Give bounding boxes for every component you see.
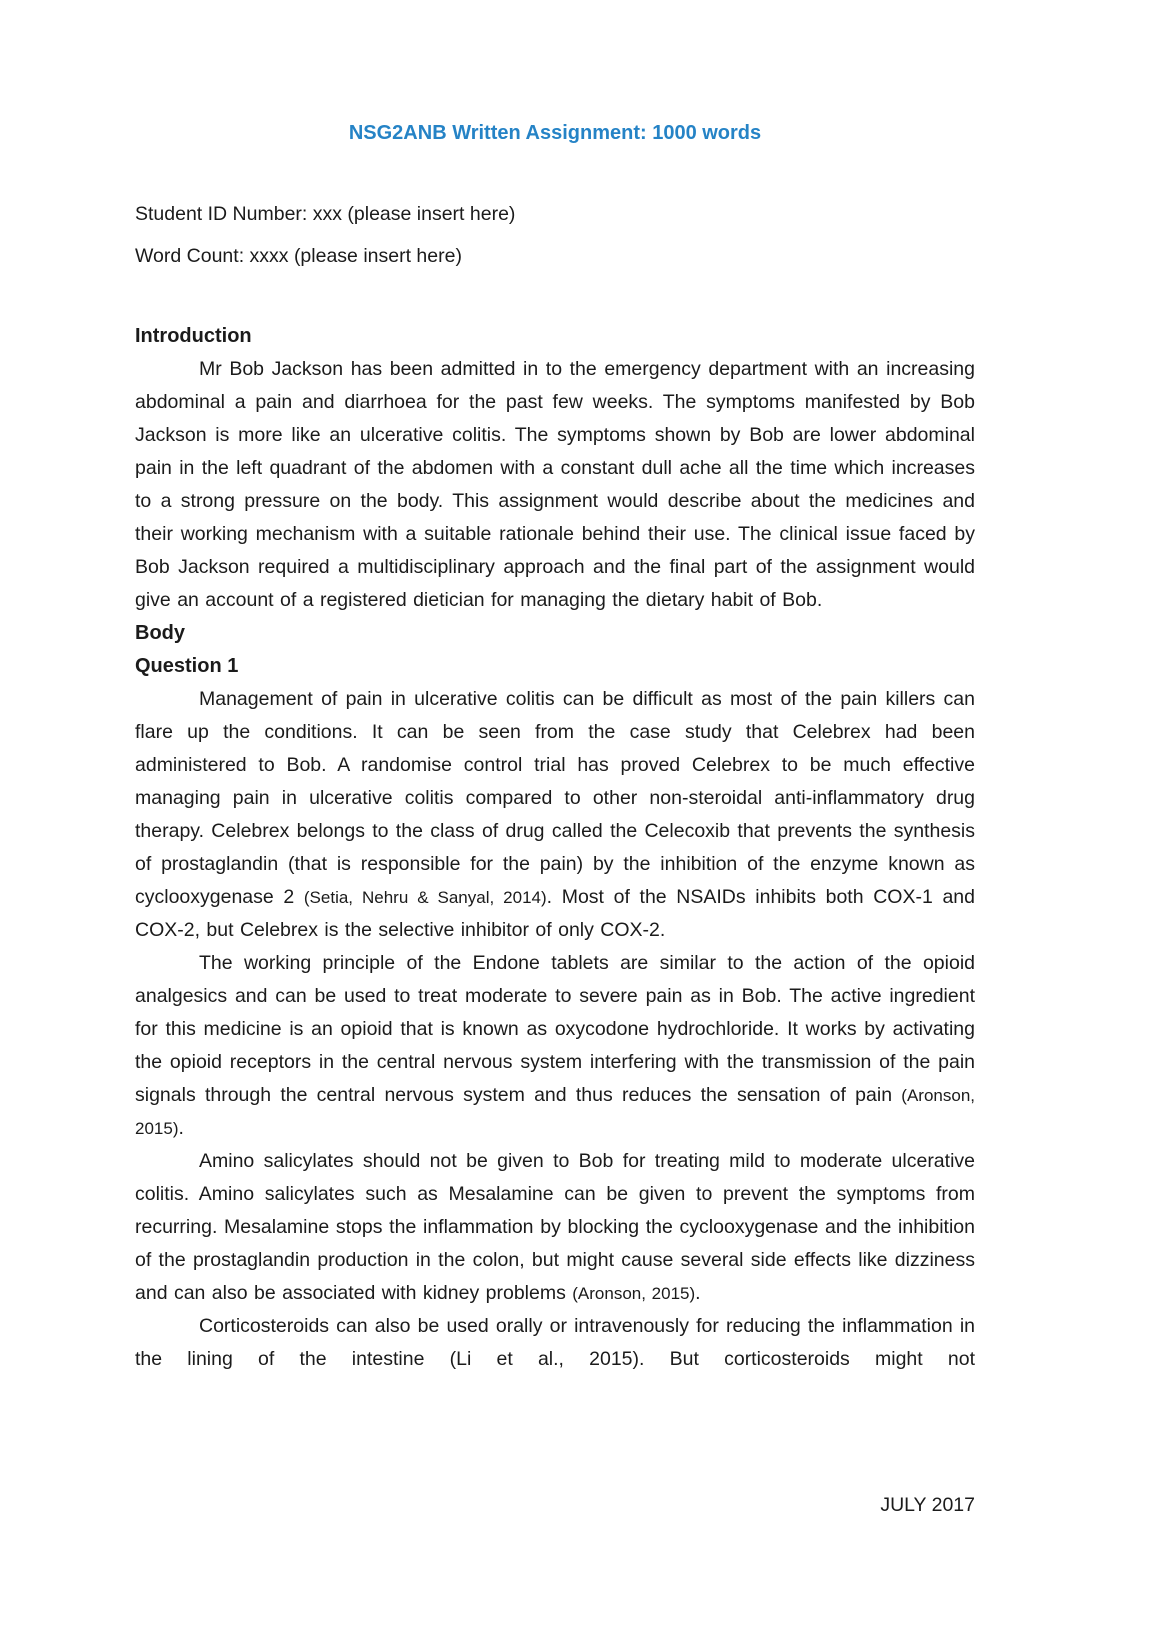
section-heading: Body <box>135 622 185 644</box>
document-body <box>135 320 975 1376</box>
section-heading: Introduction <box>135 325 252 347</box>
text-run: . <box>178 1117 184 1139</box>
paragraph <box>135 947 975 1145</box>
citation: (Aronson, 2015) <box>572 1284 696 1303</box>
text-run: . <box>695 1282 701 1304</box>
document-title: NSG2ANB Written Assignment: 1000 words <box>348 122 762 144</box>
text-run: Amino salicylates should not be given to Bob for treating mild to moderate ulcerative colitis. Amino salicylates such as Mesalamine can be given to prevent the symptoms from recurring. Mesalamine stops the inflammation by blocking the cyclooxygenase and the inhibition of the prostaglandin production in the colon, but might cause several side effects like dizziness and can also be associated with kidney problems <box>135 1150 975 1304</box>
paragraph <box>135 353 975 617</box>
text-run: Corticosteroids can also be used orally or intravenously for reducing the inflammation in the lining of the intestine (Li et al., 2015). But corticosteroids might not <box>135 1315 975 1370</box>
paragraph <box>135 683 975 947</box>
text-run: . Most of the NSAIDs inhibits both COX-1 and COX-2, but Celebrex is the selective inhibitor of only COX-2. <box>135 886 975 941</box>
footer-date: JULY 2017 <box>880 1494 975 1516</box>
text-run: Mr Bob Jackson has been admitted in to the emergency department with an increasing abdominal a pain and diarrhoea for the past few weeks. The symptoms manifested by Bob Jackson is more like an ulcerative colitis. The symptoms shown by Bob are lower abdominal pain in the left quadrant of the abdomen with a constant dull ache all the time which increases to a strong pressure on the body. This assignment would describe about the medicines and their working mechanism with a suitable rationale behind their use. The clinical issue faced by Bob Jackson required a multidisciplinary approach and the final part of the assignment would give an account of a registered dietician for managing the dietary habit of Bob. <box>135 358 975 611</box>
paragraph <box>135 1145 975 1310</box>
paragraph <box>135 1310 975 1376</box>
word-count-line: Word Count: xxxx (please insert here) <box>135 245 462 267</box>
text-run: Management of pain in ulcerative colitis can be difficult as most of the pain killers can flare up the conditions. It can be seen from the case study that Celebrex had been administered to Bob. A randomise control trial has proved Celebrex to be much effective managing pain in ulcerative colitis compared to other non-steroidal anti-inflammatory drug therapy. Celebrex belongs to the class of drug called the Celecoxib that prevents the synthesis of prostaglandin (that is responsible for the pain) by the inhibition of the enzyme known as cyclooxygenase 2 <box>135 688 975 908</box>
text-run: The working principle of the Endone tablets are similar to the action of the opioid analgesics and can be used to treat moderate to severe pain as in Bob. The active ingredient for this medicine is an opioid that is known as oxycodone hydrochloride. It works by activating the opioid receptors in the central nervous system interfering with the transmission of the pain signals through the central nervous system and thus reduces the sensation of pain <box>135 952 975 1106</box>
student-id-line: Student ID Number: xxx (please insert here) <box>135 203 516 225</box>
citation: (Aronson, 2015) <box>135 1086 975 1138</box>
citation: (Setia, Nehru & Sanyal, 2014) <box>303 888 547 907</box>
section-heading: Question 1 <box>135 655 239 677</box>
